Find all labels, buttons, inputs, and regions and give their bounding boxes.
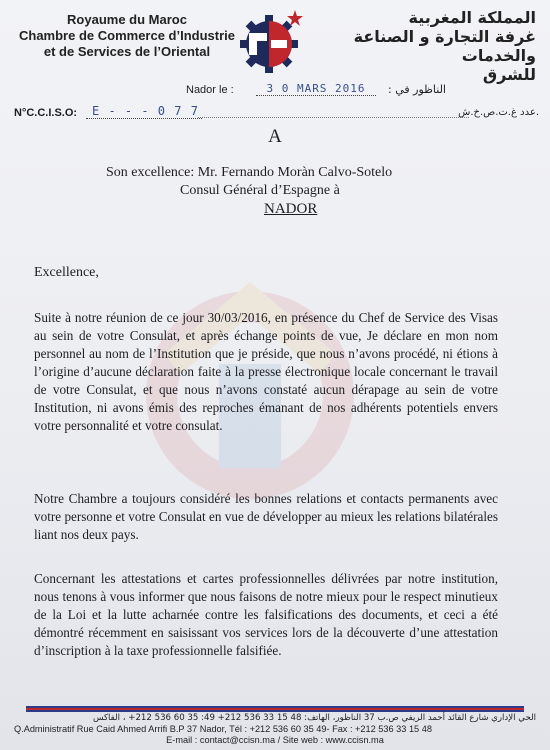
body-paragraph-2: Notre Chambre a toujours considéré les bonnes relations et contacts permanents avec votre personne et votre Consulat en vue de développer au mieux les relations bilatérales liant nos deux pays. <box>34 491 498 542</box>
footer-divider <box>26 706 524 712</box>
footer-address-fr: Q.Administratif Rue Caid Ahmed Arrifi B.P 37 Nador, Tél : +212 536 60 35 49- Fax : +212 536 33 15 48 <box>14 724 432 734</box>
chamber-logo-icon <box>238 8 304 74</box>
header-right-block <box>296 8 536 84</box>
date-label: Nador le : <box>186 84 234 96</box>
body-paragraph-1: Suite à notre réunion de ce jour 30/03/2016, en présence du Chef de Service des Visas au sein de votre Consulat, et après échange points de vue, Je déclare en mon nom personnel au nom de l’Institution que je préside, que nous n’avons procédé, ni étions à l’origine d’aucune déclaration faite à la presse électronique locale concernant le travail de votre Consulat, et que nous n’avons constaté aucun dérapage au sein de votre Institution, ni avons émis des reproches émanant de nos adhérents potentiels envers votre personnalité et votre consulat. <box>34 310 498 433</box>
header-chamber-fr: Chambre de Commerce d’Industrie <box>19 28 235 43</box>
reference-dotted-line <box>198 117 469 118</box>
reference-label: N°C.C.I.S.O: <box>14 107 78 119</box>
date-label-ar: : الناظور في <box>388 83 446 96</box>
addressee-prefix: A <box>268 126 282 147</box>
footer-contact: E-mail : contact@ccisn.ma / Site web : www.ccisn.ma <box>166 735 384 745</box>
addressee-name: Son excellence: Mr. Fernando Moràn Calvo-Sotelo <box>106 165 393 180</box>
date-stamp-value: 3 0 MARS 2016 <box>256 82 376 96</box>
date-line <box>186 82 446 98</box>
addressee-city: NADOR <box>264 201 318 217</box>
addressee-block <box>106 164 506 218</box>
header-kingdom-fr: Royaume du Maroc <box>67 12 187 27</box>
footer-address-ar: الحي الإداري شارع القائد أحمد الريفي ص.ب 37 الناظور، الهاتف: 48 15 33 536 212+ 49: 35 60 536 212+ ، الفاكس <box>93 713 536 723</box>
header-region-ar: للشرق <box>482 65 536 84</box>
header-left-block <box>12 12 242 60</box>
addressee-title: Consul Général d’Espagne à <box>180 183 340 198</box>
reference-label-ar: عدد غ.ت.ص.خ.ش. <box>458 107 539 118</box>
header-chamber-ar: غرفة التجارة و الصناعة والخدمات <box>353 27 536 65</box>
salutation: Excellence, <box>34 265 99 280</box>
header-kingdom-ar: المملكة المغربية <box>408 8 536 27</box>
reference-stamp-value: E - - - 0 7 7 <box>86 104 202 119</box>
body-paragraph-3: Concernant les attestations et cartes professionnelles délivrées par notre institution, nous tenons à vous informer que nous faisons de notre mieux pour le respect minutieux de la Loi et la lutte acharnée contre les falsifications des documents, et ceci a été démontré récemment en saisissant vos services lors de la découverte d’une attestation d’inscription à la taxe professionnelle falsifiée. <box>34 571 498 658</box>
reference-line <box>14 104 539 122</box>
header-chamber-fr-line2: et de Services de l’Oriental <box>43 44 211 59</box>
footer-address <box>14 713 536 746</box>
